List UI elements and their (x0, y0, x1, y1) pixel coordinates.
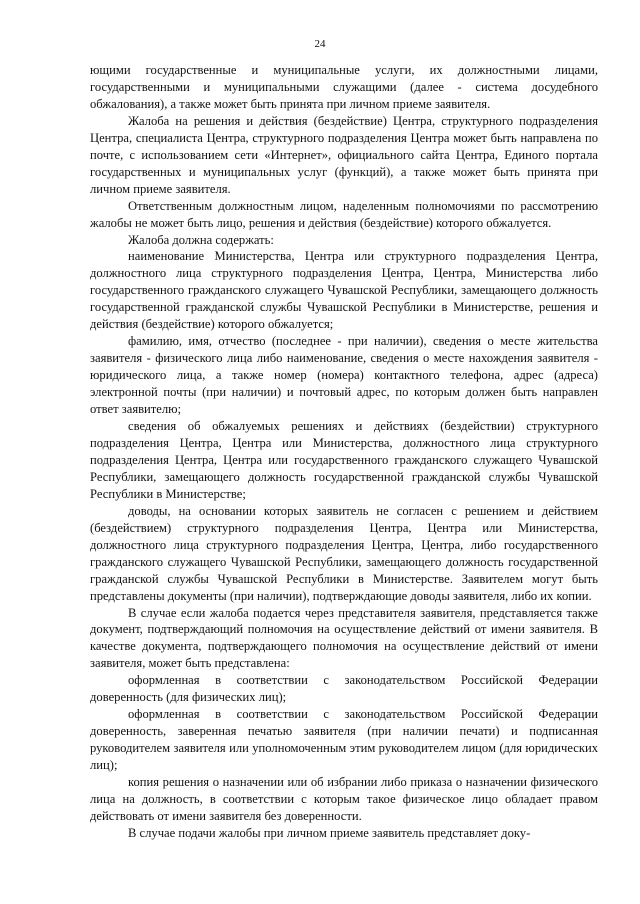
paragraph-personal-reception: В случае подачи жалобы при личном приеме заявитель представляет доку- (128, 825, 531, 840)
paragraph-complaint-channels: Жалоба на решения и действия (бездействие) Центра, структурного подразделения Центра, специалиста Центра, структурного подразделения Центра может быть направлена по почте, с использованием сети «Интернет», официального сайта Центра, Единого портала государственных и муниципальных услуг (функций), а также может быть принята при личном приеме заявителя. (90, 113, 598, 196)
paragraph-item-individual-poa: оформленная в соответствии с законодательством Российской Федерации доверенность (для физических лиц); (90, 673, 598, 705)
paragraph-item-appointment-copy: копия решения о назначении или об избрании либо приказа о назначении физического лица на должность, в соответствии с которым такое физическое лицо обладает правом действовать от имени заявителя без доверенности. (90, 775, 598, 823)
paragraph-representative: В случае если жалоба подается через представителя заявителя, представляется также документ, подтверждающий полномочия на осуществление действий от имени заявителя. В качестве документа, подтверждающего полномочия на осуществление действий от имени заявителя, может быть представлена: (90, 605, 598, 671)
paragraph-responsible-official: Ответственным должностным лицом, наделенным полномочиями по рассмотрению жалобы не может быть лицо, решения и действия (бездействие) которого обжалуется. (90, 198, 598, 230)
paragraph-item-authority-name: наименование Министерства, Центра или структурного подразделения Центра, должностного лица структурного подразделения Центра, Центра, Министерства либо государственного гражданского служащего Чувашской Республики, замещающего должность государственной гражданской службы Чувашской Республики в Министерстве, решения и действия (бездействие) которого обжалуется; (90, 249, 598, 332)
document-text-body (90, 62, 598, 842)
page-number: 24 (314, 38, 326, 50)
paragraph-item-applicant-details: фамилию, имя, отчество (последнее - при наличии), сведения о месте жительства заявителя - физического лица либо наименование, сведения о месте нахождения заявителя - юридического лица, а также номер (номера) контактного телефона, адрес (адреса) электронной почты (при наличии) и почтовый адрес, по которым должен быть направлен ответ заявителю; (90, 334, 598, 417)
paragraph-complaint-contents-intro: Жалоба должна содержать: (128, 232, 274, 247)
paragraph-item-legal-entity-poa: оформленная в соответствии с законодательством Российской Федерации доверенность, заверенная печатью заявителя (при наличии печати) и подписанная руководителем заявителя или уполномоченным этим руководителем лицом (для юридических лиц); (90, 707, 598, 773)
paragraph-continuation: ющими государственные и муниципальные услуги, их должностными лицами, государственными и муниципальными служащими (далее - система досудебного обжалования), а также может быть принята при личном приеме заявителя. (90, 63, 598, 111)
paragraph-item-appealed-decisions: сведения об обжалуемых решениях и действиях (бездействии) структурного подразделения Центра, Центра или Министерства, должностного лица структурного подразделения Центра, Центра или государственного гражданского служащего Чувашской Республики, замещающего должность государственной гражданской службы Чувашской Республики в Министерстве; (90, 419, 598, 501)
paragraph-item-arguments: доводы, на основании которых заявитель не согласен с решением и действием (бездействием) структурного подразделения Центра, Центра или Министерства, должностного лица структурного подразделения Центра, Центра, либо государственного гражданского служащего Чувашской Республики, замещающего должность государственной гражданской службы Чувашской Республики в Министерстве. Заявителем могут быть представлены документы (при наличии), подтверждающие доводы заявителя, либо их копии. (90, 503, 598, 603)
